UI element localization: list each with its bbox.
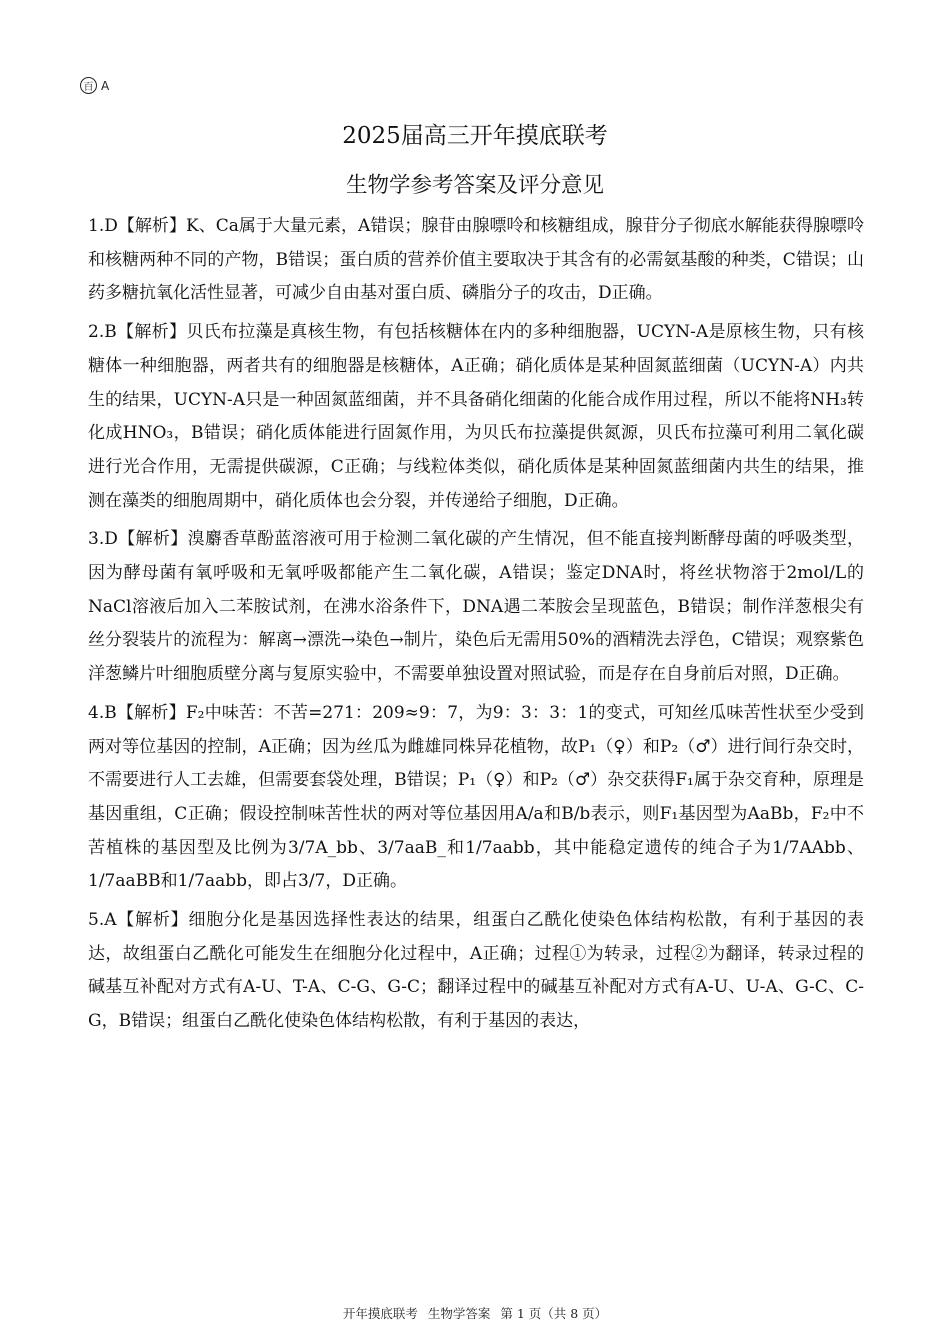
answer-text: K、Ca属于大量元素，A错误；腺苷由腺嘌呤和核糖组成，腺苷分子彻底水解能获得腺嘌呤和核糖两种不同的产物，B错误；蛋白质的营养价值主要取决于其含有的必需氨基酸的种类，C错误；山药多糖抗氧化活性显著，可减少自由基对蛋白质、磷脂分子的攻击，D正确。 — [88, 216, 864, 304]
answer-text: 贝氏布拉藻是真核生物，有包括核糖体在内的多种细胞器，UCYN-A是原核生物，只有核糖体一种细胞器，两者共有的细胞器是核糖体，A正确；硝化质体是某种固氮蓝细菌（UCYN-A）内共生的结果，UCYN-A只是一种固氮蓝细菌，并不具备硝化细菌的化能合成作用过程，所以不能将NH₃转化成HNO₃，B错误；硝化质体能进行固氮作用，为贝氏布拉藻提供氮源，贝氏布拉藻可利用二氧化碳进行光合作用，无需提供碳源，C正确；与线粒体类似，硝化质体是某种固氮蓝细菌内共生的结果，推测在藻类的细胞周期中，硝化质体也会分裂，并传递给子细胞，D正确。 — [88, 322, 865, 511]
answer-label: 3.D【解析】 — [88, 529, 188, 550]
answer-label: 5.A【解析】 — [88, 910, 189, 931]
answer-list — [88, 210, 864, 1044]
answer-text: 细胞分化是基因选择性表达的结果，组蛋白乙酰化使染色体结构松散，有利于基因的表达，故组蛋白乙酰化可能发生在细胞分化过程中，A正确；过程①为转录，过程②为翻译，转录过程的碱基互补配对方式有A-U、T-A、C-G、G-C；翻译过程中的碱基互补配对方式有A-U、U-A、G-C、C-G，B错误；组蛋白乙酰化使染色体结构松散，有利于基因的表达， — [88, 910, 865, 1032]
answer-label: 4.B【解析】 — [88, 702, 186, 723]
page-subtitle: 生物学参考答案及评分意见 — [345, 173, 604, 198]
footer-subject: 生物学答案 — [427, 1306, 491, 1321]
answer-item — [88, 697, 864, 899]
corner-letter: A — [101, 78, 110, 93]
page-title: 2025届高三开年摸底联考 — [342, 123, 608, 149]
answer-item — [88, 904, 864, 1039]
answer-label: 2.B【解析】 — [88, 322, 187, 343]
circled-glyph-icon: 百 — [80, 77, 97, 94]
answer-text: 溴麝香草酚蓝溶液可用于检测二氧化碳的产生情况，但不能直接判断酵母菌的呼吸类型，因为酵母菌有氧呼吸和无氧呼吸都能产生二氧化碳，A错误；鉴定DNA时，将丝状物溶于2mol/L的NaCl溶液后加入二苯胺试剂，在沸水浴条件下，DNA遇二苯胺会呈现蓝色，B错误；制作洋葱根尖有丝分裂装片的流程为：解离→漂洗→染色→制片，染色后无需用50%的酒精洗去浮色，C错误；观察紫色洋葱鳞片叶细胞质壁分离与复原实验中，不需要单独设置对照试验，而是存在自身前后对照，D正确。 — [88, 529, 865, 685]
answer-label: 1.D【解析】 — [88, 216, 186, 236]
footer-exam: 开年摸底联考 — [342, 1306, 418, 1321]
footer-page-number: 第 1 页（共 8 页） — [500, 1306, 608, 1321]
answer-item — [88, 523, 864, 692]
answer-text: F₂中味苦：不苦=271：209≈9：7，为9：3：3：1的变式，可知丝瓜味苦性状至少受到两对等位基因的控制，A正确；因为丝瓜为雌雄同株异花植物，故P₁（♀）和P₂（♂）进行间行杂交时，不需要进行人工去雄，但需要套袋处理，B错误；P₁（♀）和P₂（♂）杂交获得F₁属于杂交育种，原理是基因重组，C正确；假设控制味苦性状的两对等位基因用A/a和B/b表示，则F₁基因型为AaBb，F₂中不苦植株的基因型及比例为3/7A_bb、3/7aaB_和1/7aabb，其中能稳定遗传的纯合子为1/7AAbb、1/7aaBB和1/7aabb，即占3/7，D正确。 — [88, 702, 864, 892]
corner-mark — [80, 77, 109, 94]
answer-item — [88, 210, 864, 311]
answer-item — [88, 316, 864, 518]
page-footer — [0, 1304, 950, 1322]
